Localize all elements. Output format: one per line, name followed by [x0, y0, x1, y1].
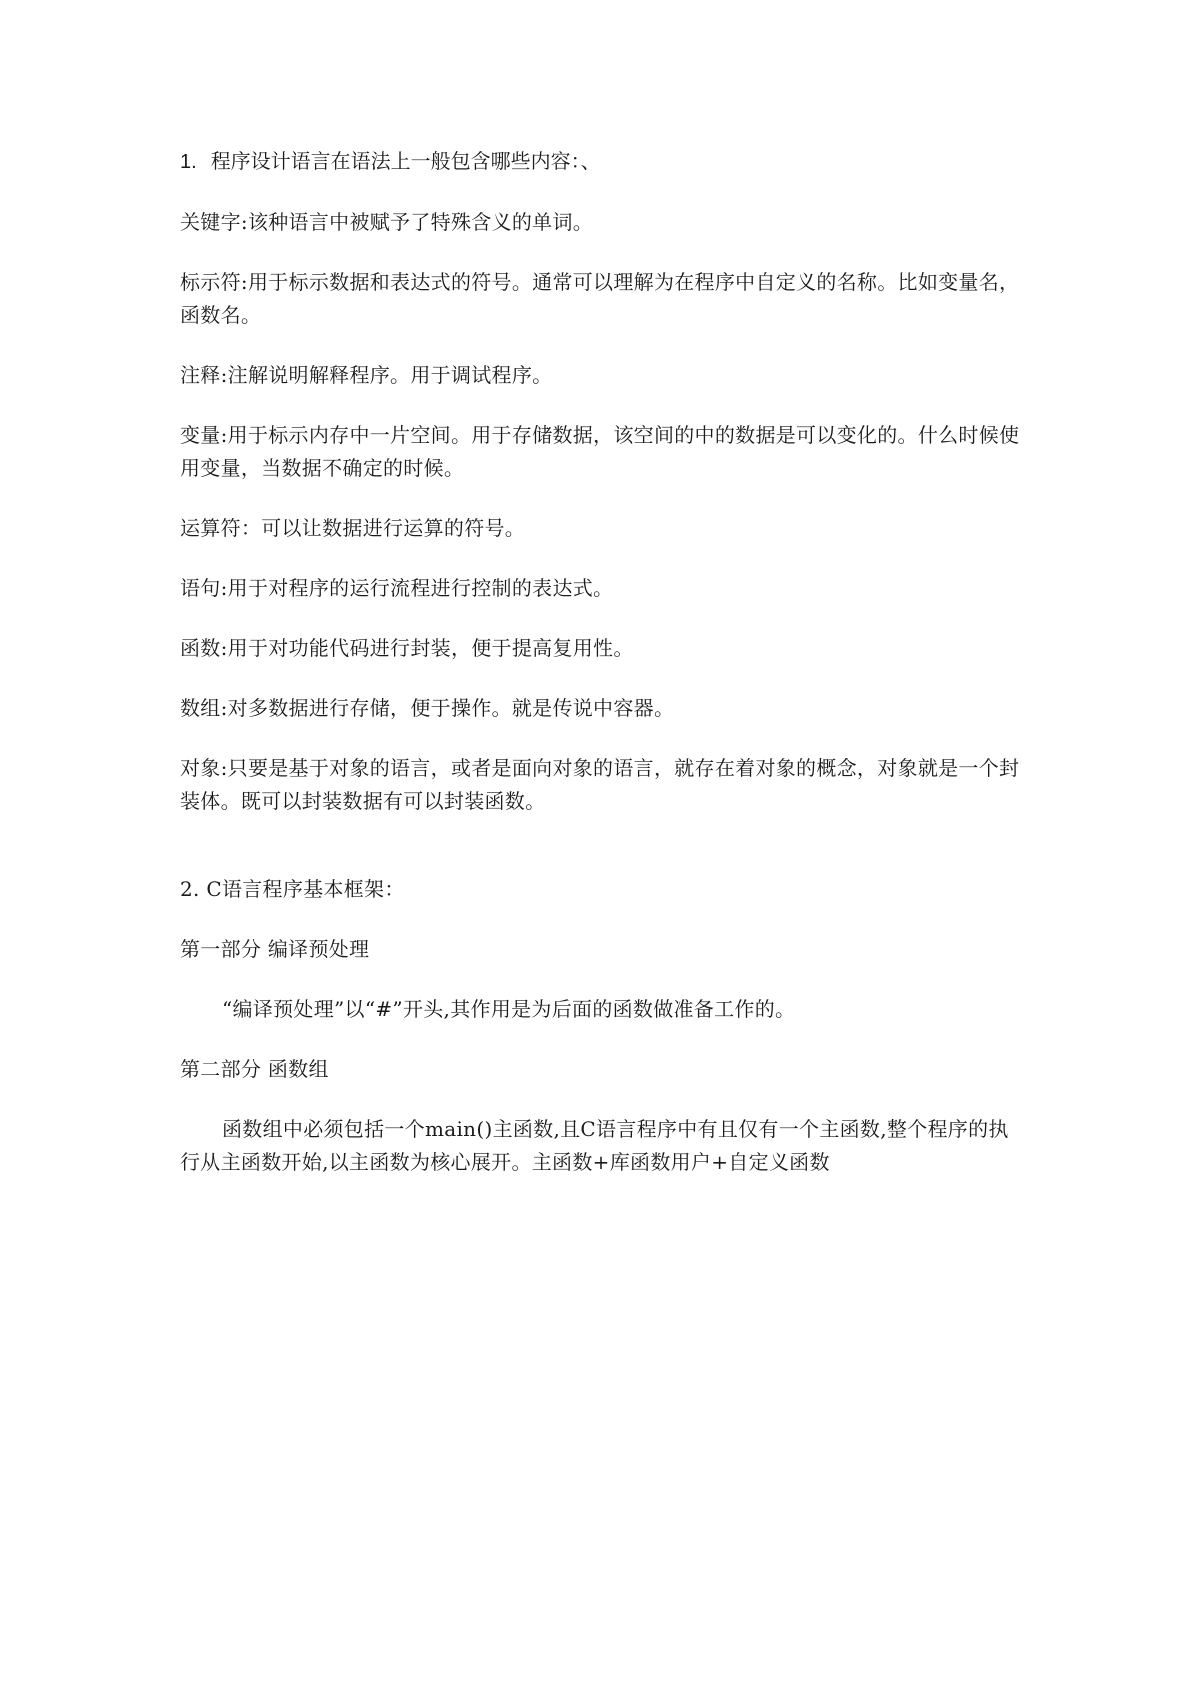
item-variables: 变量:用于标示内存中一片空间。用于存储数据，该空间的中的数据是可以变化的。什么时候使用变量，当数据不确定的时候。 [180, 423, 1020, 480]
item-operators: 运算符：可以让数据进行运算的符号。 [180, 516, 526, 540]
part1-text: “编译预处理”以“#”开头,其作用是为后面的函数做准备工作的。 [222, 997, 796, 1021]
section-spacer [180, 845, 1020, 873]
part1-title: 第一部分 编译预处理 [180, 937, 370, 961]
part2-title: 第二部分 函数组 [180, 1057, 329, 1081]
document-page [180, 145, 1020, 1206]
item-functions: 函数:用于对功能代码进行封装，便于提高复用性。 [180, 636, 634, 660]
section1-number: 1. [180, 151, 197, 173]
item-arrays: 数组:对多数据进行存储，便于操作。就是传说中容器。 [180, 696, 675, 720]
item-statements: 语句:用于对程序的运行流程进行控制的表达式。 [180, 576, 614, 600]
part2-text: 函数组中必须包括一个main()主函数,且C语言程序中有且仅有一个主函数,整个程序的执行从主函数开始,以主函数为核心展开。主函数+库函数用户+自定义函数 [180, 1117, 1009, 1174]
section1-heading [180, 145, 1020, 179]
section1-title: 程序设计语言在语法上一般包含哪些内容：、 [210, 149, 601, 173]
item-comments: 注释:注解说明解释程序。用于调试程序。 [180, 363, 553, 387]
item-identifiers: 标示符:用于标示数据和表达式的符号。通常可以理解为在程序中自定义的名称。比如变量名，函数名。 [180, 270, 1020, 327]
item-keywords: 关键字:该种语言中被赋予了特殊含义的单词。 [180, 210, 594, 234]
section2-title: 2. C语言程序基本框架： [180, 877, 405, 901]
item-objects: 对象:只要是基于对象的语言，或者是面向对象的语言，就存在着对象的概念，对象就是一个封装体。既可以封装数据有可以封装函数。 [180, 756, 1020, 813]
